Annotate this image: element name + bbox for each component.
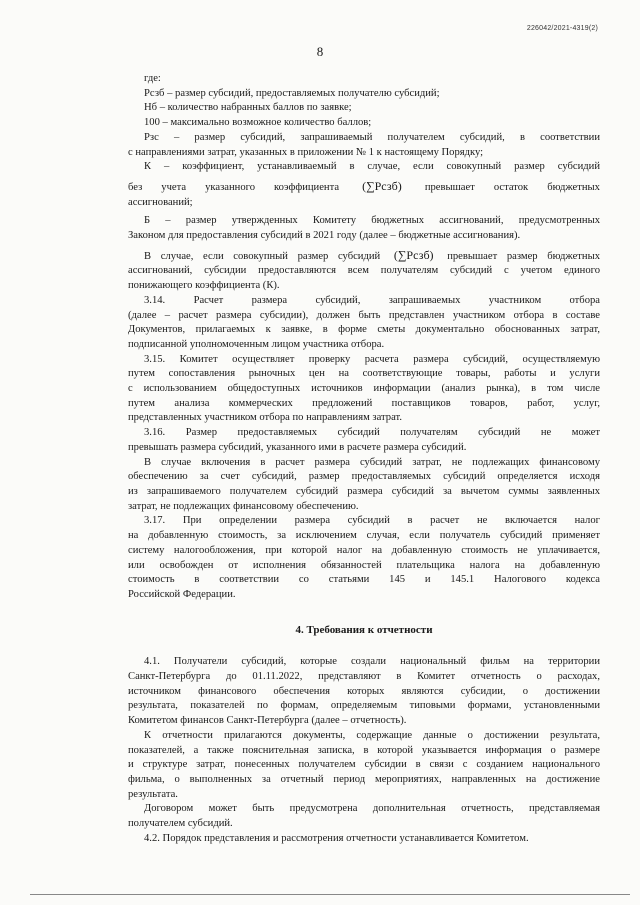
text-fragment: В случае, если совокупный размер субсидий bbox=[144, 250, 381, 262]
text-line: затрат, не подлежащих финансовому обеспечению. bbox=[128, 500, 359, 512]
text-line: Договором может быть предусмотрена дополнительная отчетность, представляемая bbox=[144, 803, 600, 815]
text-line-with-formula bbox=[128, 248, 600, 265]
text-line: Документов, прилагаемых к заявке, в форме сметы документально обоснованных затрат, bbox=[128, 324, 600, 336]
text-fragment: без учета указанного коэффициента bbox=[128, 181, 340, 193]
text-line: ассигнований, субсидии предоставляются всем получателям субсидий с учетом единого bbox=[128, 265, 600, 277]
text-line: ассигнований; bbox=[128, 196, 193, 208]
text-line: систему налогообложения, при которой налог на добавленную стоимость не уплачивается, bbox=[128, 544, 600, 556]
text-fragment: превышает размер бюджетных bbox=[447, 250, 600, 262]
text-line: К – коэффициент, устанавливаемый в случае, если совокупный размер субсидий bbox=[144, 161, 600, 173]
text-line: 3.15. Комитет осуществляет проверку расчета размера субсидий, осуществляемую bbox=[144, 353, 600, 365]
text-line: стоимость в соответствии со статьями 145 и 145.1 Налогового кодекса bbox=[128, 574, 600, 586]
text-line: 4.1. Получатели субсидий, которые создали национальный фильм на территории bbox=[144, 656, 600, 668]
text-line: из запрашиваемого получателем субсидий размера субсидий за вычетом суммы заявленных bbox=[128, 485, 600, 497]
sum-formula: (∑Рсзб) bbox=[362, 178, 402, 193]
text-line: 3.17. При определении размера субсидий в расчет не включается налог bbox=[144, 515, 600, 527]
text-line: путем сопоставления рыночных цен на соответствующие товары, работы и услуги bbox=[128, 368, 600, 380]
text-line: представленных участником отбора по направлениям затрат. bbox=[128, 412, 403, 424]
text-line: результата. bbox=[128, 788, 178, 800]
scan-edge-line bbox=[30, 894, 630, 895]
text-line: В случае включения в расчет размера субсидий затрат, не подлежащих финансовому bbox=[144, 456, 600, 468]
text-line: Рсзб – размер субсидий, предоставляемых получателю субсидий; bbox=[144, 87, 440, 99]
text-line: Российской Федерации. bbox=[128, 588, 236, 600]
text-line: на добавленную стоимость, за исключением случая, если получатель субсидий применяет bbox=[128, 530, 600, 542]
text-line: Нб – количество набранных баллов по заявке; bbox=[144, 102, 352, 114]
text-line: обеспечению за счет субсидий, размер предоставляемых субсидий определяется исходя bbox=[128, 471, 600, 483]
text-line: Санкт-Петербурга до 01.11.2022, представляют в Комитет отчетность о расходах, bbox=[128, 671, 600, 683]
text-line: превышать размера субсидий, указанного ими в расчете размера субсидий. bbox=[128, 441, 467, 453]
text-line: понижающего коэффициента (К). bbox=[128, 280, 280, 292]
text-line: К отчетности прилагаются документы, содержащие данные о достижении результата, bbox=[144, 729, 600, 741]
text-line: показателей, а также пояснительная записка, в которой указывается информация о размере bbox=[128, 744, 600, 756]
sum-formula: (∑Рсзб) bbox=[393, 247, 434, 262]
text-line: Комитетом финансов Санкт-Петербурга (далее – отчетность). bbox=[128, 715, 407, 727]
document-id: 226042/2021-4319(2) bbox=[526, 25, 598, 32]
page-number: 8 bbox=[316, 44, 324, 59]
text-line: и структуре затрат, понесенных получателем субсидии в связи с созданием национального bbox=[128, 759, 600, 771]
text-line: 4.2. Порядок представления и рассмотрения отчетности устанавливается Комитетом. bbox=[144, 832, 529, 844]
text-line: с направлениями затрат, указанных в приложении № 1 к настоящему Порядку; bbox=[128, 146, 484, 158]
text-line: Б – размер утвержденных Комитету бюджетных ассигнований, предусмотренных bbox=[144, 215, 600, 227]
text-line: с использованием общедоступных источников информации (анализ рынка), в том числе bbox=[128, 383, 600, 395]
text-line-with-formula bbox=[128, 179, 600, 196]
text-line: где: bbox=[144, 73, 161, 84]
text-line: или освобожден от исполнения обязанностей плательщика налога на добавленную bbox=[128, 559, 600, 571]
text-line: путем анализа коммерческих предложений поставщиков товаров, работ, услуг, bbox=[128, 397, 600, 409]
section-heading: 4. Требования к отчетности bbox=[295, 623, 433, 636]
text-line: подписанной уполномоченным лицом участника отбора. bbox=[128, 338, 385, 350]
text-fragment: превышает остаток бюджетных bbox=[424, 181, 600, 193]
text-line: Законом для предоставления субсидий в 2021 году (далее – бюджетные ассигнования). bbox=[128, 230, 521, 242]
text-line: Рзс – размер субсидий, запрашиваемый получателем субсидий, в соответствии bbox=[144, 131, 600, 143]
text-line: 3.16. Размер предоставляемых субсидий получателям субсидий не может bbox=[144, 427, 600, 439]
text-line: источником финансового обеспечения которых являются субсидии, о достижении bbox=[128, 685, 600, 697]
text-line: получателем субсидий. bbox=[128, 818, 233, 830]
text-line: 100 – максимально возможное количество баллов; bbox=[144, 117, 372, 129]
text-line: (далее – расчет размера субсидии), должен быть представлен участником отбора в составе bbox=[128, 309, 600, 321]
text-line: результата, показателей по формам, определяемым типовыми формами, установленными bbox=[128, 700, 600, 712]
text-line: фильма, о выполненных за отчетный период мероприятиях, направленных на достижение bbox=[128, 773, 600, 785]
document-body bbox=[128, 72, 600, 846]
text-line: 3.14. Расчет размера субсидий, запрашиваемых участником отбора bbox=[144, 294, 600, 306]
